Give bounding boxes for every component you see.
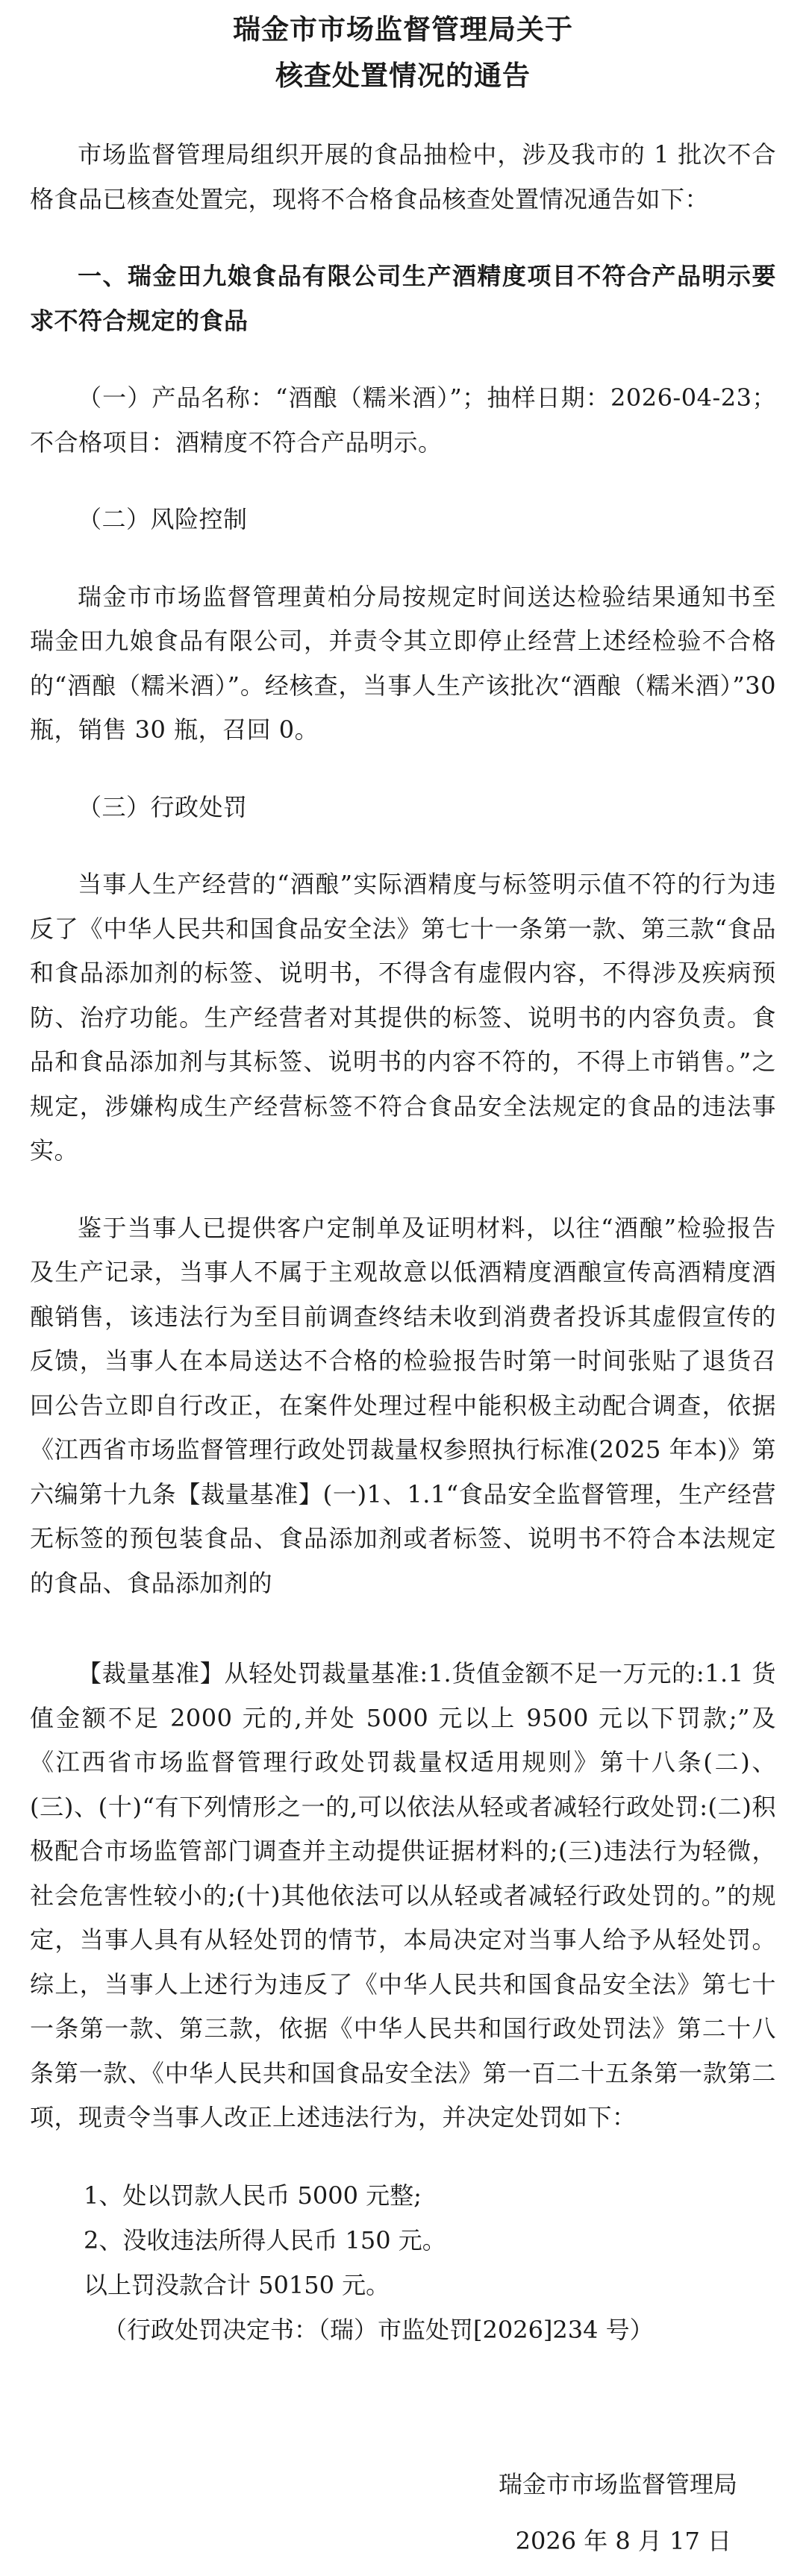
list-item: 1、处以罚款人民币 5000 元整; (84, 2181, 422, 2210)
decision-reference: （行政处罚决定书：（瑞）市监处罚[2026]234 号） (103, 2315, 654, 2344)
penalty-list (30, 2173, 776, 2352)
penalty-paragraph-1: 当事人生产经营的“酒酿”实际酒精度与标签明示值不符的行为违反了《中华人民共和国食品安全法》第七十一条第一款、第三款“食品和食品添加剂的标签、说明书，不得含有虚假内容，不得涉及疾病预防、治疗功能。生产经营者对其提供的标签、说明书的内容负责。食品和食品添加剂与其标签、说明书的内容不符的，不得上市销售。”之规定，涉嫌构成生产经营标签不符合食品安全法规定的食品的违法事实。 (30, 870, 776, 1165)
notice-title (30, 6, 776, 98)
intro-paragraph: 市场监督管理局组织开展的食品抽检中，涉及我市的 1 批次不合格食品已核查处置完，现将不合格食品核查处置情况通告如下： (30, 140, 776, 213)
penalty-paragraph-3: 【裁量基准】从轻处罚裁量基准:1.货值金额不足一万元的:1.1 货值金额不足 2000 元的,并处 5000 元以上 9500 元以下罚款;”及《江西省市场监督管理行政处罚裁量权适用规则》第十八条(二)、(三)、(十)“有下列情形之一的,可以依法从轻或者减轻行政处罚:(二)积极配合市场监管部门调查并主动提供证据材料的;(三)违法行为轻微，社会危害性较小的;(十)其他依法可以从轻或者减轻行政处罚的。”的规定，当事人具有从轻处罚的情节，本局决定对当事人给予从轻处罚。综上，当事人上述行为违反了《中华人民共和国食品安全法》第七十一条第一款、第三款，依据《中华人民共和国行政处罚法》第二十八条第一款、《中华人民共和国食品安全法》第一百二十五条第一款第二项，现责令当事人改正上述违法行为，并决定处罚如下： (30, 1659, 776, 2131)
list-item: 2、没收违法所得人民币 150 元。 (84, 2225, 446, 2254)
signature-organization: 瑞金市市场监督管理局 (498, 2470, 737, 2498)
list-item: 以上罚没款合计 50150 元。 (84, 2270, 390, 2299)
title-line-2: 核查处置情况的通告 (275, 59, 531, 92)
title-line-1: 瑞金市市场监督管理局关于 (233, 13, 573, 46)
penalty-heading: （三）行政处罚 (78, 792, 248, 821)
section-1-heading: 一、瑞金田九娘食品有限公司生产酒精度项目不符合产品明示要求不符合规定的食品 (30, 262, 776, 335)
penalty-paragraph-2: 鉴于当事人已提供客户定制单及证明材料，以往“酒酿”检验报告及生产记录，当事人不属于主观故意以低酒精度酒酿宣传高酒精度酒酿销售，该违法行为至目前调查终结未收到消费者投诉其虚假宣传的反馈，当事人在本局送达不合格的检验报告时第一时间张贴了退货召回公告立即自行改正，在案件处理过程中能积极主动配合调查，依据《江西省市场监督管理行政处罚裁量权参照执行标准(2025 年本)》第六编第十九条【裁量基准】(一)1、1.1“食品安全监督管理，生产经营无标签的预包装食品、食品添加剂或者标签、说明书不符合本法规定的食品、食品添加剂的 (30, 1213, 776, 1597)
signature-date: 2026 年 8 月 17 日 (515, 2527, 731, 2555)
risk-control-paragraph: 瑞金市市场监督管理黄柏分局按规定时间送达检验结果通知书至瑞金田九娘食品有限公司，并责令其立即停止经营上述经检验不合格的“酒酿（糯米酒）”。经核查，当事人生产该批次“酒酿（糯米酒）”30 瓶，销售 30 瓶，召回 0。 (30, 582, 776, 744)
risk-control-heading: （二）风险控制 (78, 505, 248, 533)
product-info-paragraph: （一）产品名称：“酒酿（糯米酒）”；抽样日期：2026-04-23；不合格项目：酒精度不符合产品明示。 (30, 383, 776, 457)
